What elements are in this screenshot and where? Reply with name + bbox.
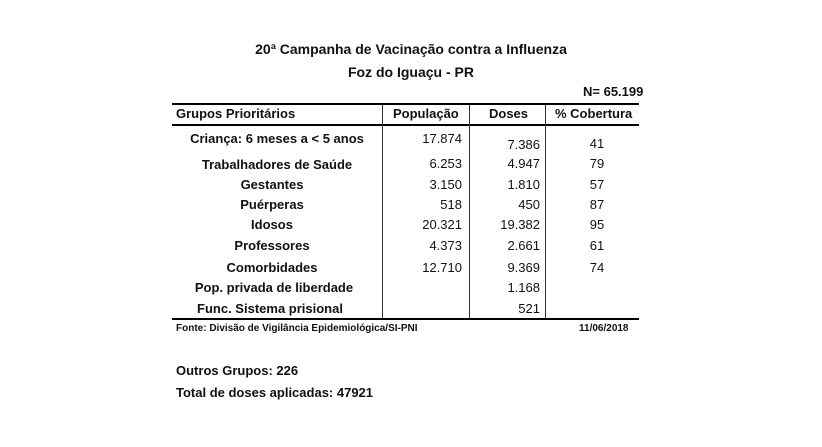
row-population: 20.321 <box>422 217 462 232</box>
row-population: 4.373 <box>429 238 462 253</box>
row-population: 12.710 <box>422 260 462 275</box>
row-doses: 7.386 <box>507 137 540 152</box>
total-doses-summary: Total de doses aplicadas: 47921 <box>176 385 374 400</box>
row-group-label: Comorbidades <box>226 260 318 275</box>
header-coverage: % Cobertura <box>555 106 633 121</box>
row-population: 3.150 <box>429 177 462 192</box>
date-footnote: 11/06/2018 <box>579 323 629 334</box>
other-groups-summary: Outros Grupos: 226 <box>176 363 299 378</box>
row-coverage: 41 <box>589 136 605 151</box>
row-doses: 450 <box>518 197 540 212</box>
row-doses: 1.168 <box>507 280 540 295</box>
row-population: 6.253 <box>429 156 462 171</box>
row-doses: 1.810 <box>507 177 540 192</box>
row-doses: 4.947 <box>507 156 540 171</box>
row-coverage: 57 <box>589 177 605 192</box>
table-bottom-rule <box>172 318 639 320</box>
row-coverage: 95 <box>589 217 605 232</box>
header-groups: Grupos Prioritários <box>176 106 296 121</box>
table-header-rule <box>172 124 639 126</box>
row-coverage: 79 <box>589 156 605 171</box>
row-doses: 19.382 <box>500 217 540 232</box>
row-coverage: 61 <box>589 238 605 253</box>
row-group-label: Idosos <box>251 217 293 232</box>
row-doses: 9.369 <box>507 260 540 275</box>
row-group-label: Gestantes <box>240 177 304 192</box>
sample-size-label: N= 65.199 <box>583 84 644 99</box>
row-population: 17.874 <box>422 131 462 146</box>
row-doses: 2.661 <box>507 238 540 253</box>
table-top-rule <box>172 103 639 105</box>
row-group-label: Criança: 6 meses a < 5 anos <box>190 131 364 146</box>
row-doses: 521 <box>518 301 540 316</box>
row-group-label: Func. Sistema prisional <box>197 301 343 316</box>
row-group-label: Trabalhadores de Saúde <box>201 157 353 172</box>
document-title: 20ª Campanha de Vacinação contra a Influenza <box>255 41 567 57</box>
row-group-label: Professores <box>234 238 310 253</box>
column-divider <box>545 105 546 318</box>
row-group-label: Pop. privada de liberdade <box>194 280 354 295</box>
header-population: População <box>393 106 459 121</box>
row-coverage: 87 <box>589 197 605 212</box>
header-doses: Doses <box>489 106 529 121</box>
row-coverage: 74 <box>589 260 605 275</box>
document-subtitle: Foz do Iguaçu - PR <box>348 64 474 80</box>
row-population: 518 <box>440 197 462 212</box>
row-group-label: Puérperas <box>240 197 304 212</box>
source-footnote: Fonte: Divisão de Vigilância Epidemiológica/SI-PNI <box>176 323 418 334</box>
